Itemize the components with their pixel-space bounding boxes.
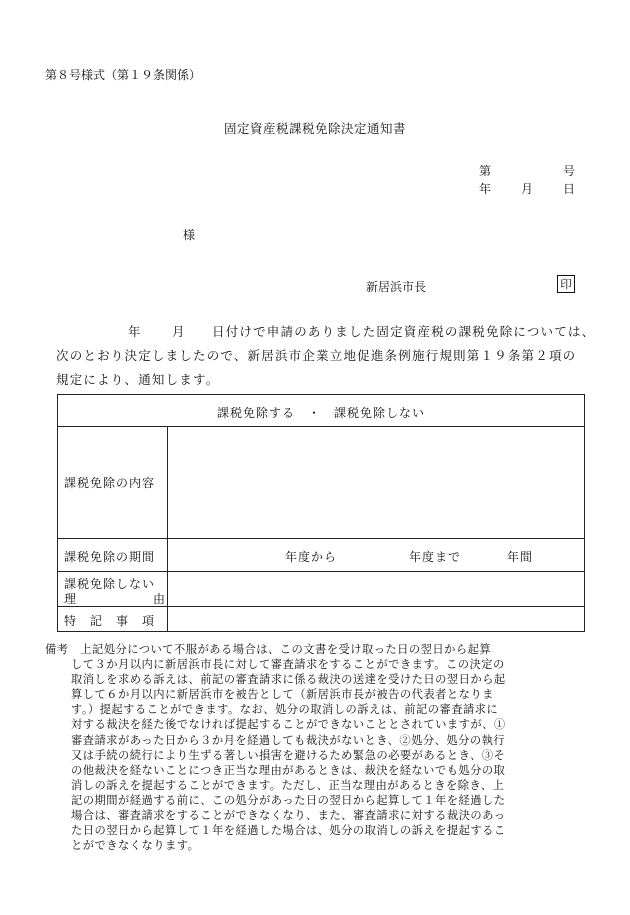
period-to-label: 年度まで — [409, 550, 462, 564]
document-title: 固定資産税課税免除決定通知書 — [223, 121, 406, 136]
body-year-label: 年 — [128, 324, 142, 339]
date-year-label: 年 — [479, 182, 492, 196]
remarks-line: 審査請求があった日から３か月を経過しても裁決がないとき、②処分、処分の執行 — [71, 733, 506, 747]
reason-label-char-1: 理 — [64, 592, 78, 606]
reason-label-char-2: 由 — [153, 592, 167, 606]
date-day-label: 日 — [563, 182, 576, 196]
body-month-label: 月 — [172, 324, 186, 339]
body-line-2: 次のとおり決定しましたので、新居浜市企業立地促進条例施行規則第１９条第２項の — [56, 348, 577, 363]
remarks-section — [45, 642, 590, 853]
remarks-line: とができなくなります。 — [71, 839, 200, 853]
remarks-line: 場合は、審査請求をすることができなくなり、また、審査請求に対する裁決のあっ — [71, 809, 506, 823]
decision-header: 課税免除する ・ 課税免除しない — [216, 406, 425, 420]
remarks-line: す。）提起することができます。なお、処分の取消しの訴えは、前記の審査請求に — [71, 703, 499, 717]
period-label: 課税免除の期間 — [64, 550, 156, 564]
seal-stamp: 印 — [557, 275, 575, 293]
body-line-1-text: 日付けで申請のありました固定資産税の課税免除については、 — [212, 324, 596, 339]
remarks-line: して３か月以内に新居浜市長に対して審査請求をすることができます。この決定の — [71, 658, 505, 672]
period-years-label: 年間 — [507, 550, 534, 564]
reason-label-line-1: 課税免除しない — [64, 577, 156, 591]
body-line-3: 規定により、通知します。 — [56, 372, 220, 387]
table-divider — [58, 426, 584, 427]
table-divider — [58, 538, 584, 539]
remarks-line: 算して６か月以内に新居浜市を被告として（新居浜市長が被告の代表者となりま — [71, 688, 494, 702]
document-number-suffix: 号 — [563, 164, 576, 178]
decision-table — [57, 394, 585, 632]
remarks-line: 対する裁決を経た後でなければ提起することができないこととされていますが、① — [71, 718, 506, 732]
special-notes-label: 特 記 事 項 — [64, 614, 156, 628]
content-label: 課税免除の内容 — [64, 476, 156, 490]
remarks-line: 又は手続の続行により生ずる著しい損害を避けるため緊急の必要があるとき、③そ — [71, 748, 506, 762]
table-column-divider — [167, 426, 168, 631]
addressee-honorific: 様 — [183, 228, 196, 242]
form-number: 第８号様式（第１９条関係） — [45, 68, 202, 82]
period-from-label: 年度から — [285, 550, 338, 564]
remarks-line: 備考 上記処分について不服がある場合は、この文書を受け取った日の翌日から起算 — [45, 643, 492, 656]
remarks-line: た日の翌日から起算して１年を経過した場合は、処分の取消しの訴えを提起するこ — [71, 824, 506, 838]
table-divider — [58, 606, 584, 607]
document-number-prefix: 第 — [479, 164, 492, 178]
remarks-line: の他裁決を経ないことにつき正当な理由があるときは、裁決を経ないでも処分の取 — [71, 763, 506, 777]
date-month-label: 月 — [521, 182, 534, 196]
table-divider — [58, 571, 584, 572]
remarks-line: 消しの訴えを提起することができます。ただし、正当な理由があるときを除き、上 — [71, 778, 505, 792]
issuer-name: 新居浜市長 — [366, 280, 427, 294]
remarks-line: 取消しを求める訴えは、前記の審査請求に係る裁決の送達を受けた日の翌日から起 — [71, 673, 506, 687]
remarks-line: 記の期間が経過する前に、この処分があった日の翌日から起算して１年を経過した — [71, 793, 506, 807]
